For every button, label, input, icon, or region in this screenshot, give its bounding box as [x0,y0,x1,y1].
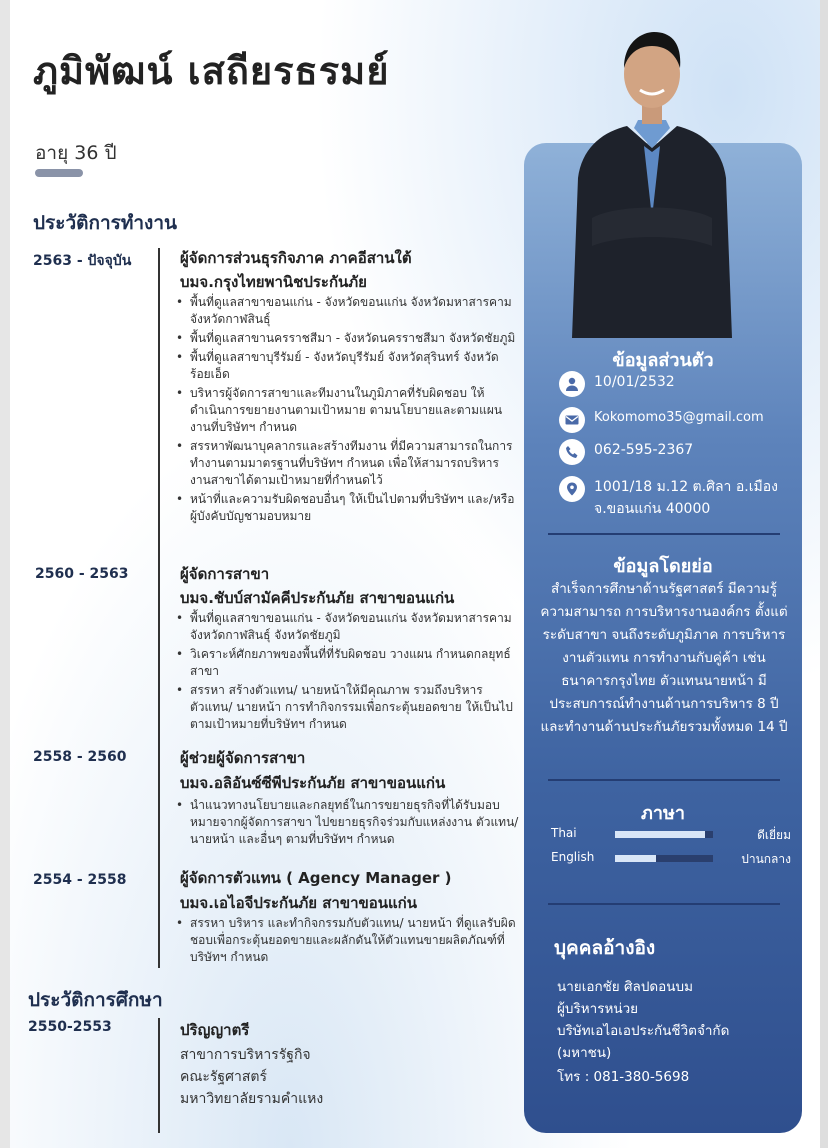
job-duties-list [174,610,519,735]
job-title: ผู้ช่วยผู้จัดการสาขา [180,749,306,767]
profile-photo [572,28,732,338]
address-row [559,476,778,520]
job-company: บมจ.ชับบ์สามัคคีประกันภัย สาขาขอนแก่น [180,589,455,607]
job-duty: • พื้นที่ดูแลสาขาขอนแก่น - จังหวัดขอนแก่น จังหวัดมหาสารคาม จังหวัดกาฬสินธุ์ จังหวัดชัยภูมิ [174,610,519,644]
language-name: Thai [551,826,577,840]
reference-position: ผู้บริหารหน่วย [557,1001,639,1017]
language-row [551,826,791,844]
job-company: บมจ.อลิอันซ์ซีพีประกันภัย สาขาขอนแก่น [180,774,446,792]
education-faculty: คณะรัฐศาสตร์ [180,1069,268,1085]
candidate-name: ภูมิพัฒน์ เสถียรธรมย์ [33,49,390,93]
reference-phone[interactable]: โทร : 081-380-5698 [557,1069,690,1085]
birthdate-row [559,371,675,397]
language-level: ดีเยี่ยม [757,828,791,842]
summary-text: สำเร็จการศึกษาด้านรัฐศาสตร์ มีความรู้ ความสามารถ การบริหารงานองค์กร ตั้งแต่ระดับสาขา จนถึงระดับภูมิภาค การบริหารงานตัวแทน การทำงานกับคู่ค้า เช่น ธนาคารกรุงไทย ตัวแทนนายหน้า มีประสบการณ์ทำงานด้านการบริหาร 8 ปี และทำงานด้านประกันภัยรวมทั้งหมด 14 ปี [540,581,788,735]
job-duty: • หน้าที่และความรับผิดชอบอื่นๆ ให้เป็นไปตามที่บริษัทฯ และ/หรือผู้บังคับบัญชามอบหมาย [174,491,519,525]
email-row [559,407,764,433]
section-divider [548,779,780,781]
education-degree: ปริญญาตรี [180,1021,250,1039]
section-divider [548,903,780,905]
work-history-heading: ประวัติการทำงาน [33,212,177,234]
job-duty: • นำแนวทางนโยบายและกลยุทธ์ในการขยายธุรกิจที่ได้รับมอบหมายจากผู้จัดการสาขา ไปขยายธุรกิจร่วมกับแหล่งงาน ตัวแทน/ นายหน้า และอื่นๆ ตามที่บริษัทฯ กำหนด [174,797,519,848]
job-duty: • วิเคราะห์ศักยภาพของพื้นที่ที่รับผิดชอบ วางแผน กำหนดกลยุทธ์สาขา [174,646,519,680]
job-duties-list [174,915,519,968]
reference-company: บริษัทเอไอเอประกันชีวิตจำกัด [557,1023,730,1039]
location-pin-icon [559,476,585,502]
reference-name: นายเอกชัย ศิลปดอนบม [557,979,693,995]
job-company: บมจ.เอไอจีประกันภัย สาขาขอนแก่น [180,894,418,912]
job-company: บมจ.กรุงไทยพานิชประกันภัย [180,273,367,291]
job-duty: • สรรหาพัฒนาบุคลากรและสร้างทีมงาน ที่มีความสามารถในการทำงานตามมาตรฐานที่บริษัทฯ กำหนด เพื่อให้สามารถบริหารงานสาขาได้ตามเป้าหมายที่กำหนดไว้ [174,438,519,489]
education-timeline-line [158,1018,160,1133]
reference-company-suffix: (มหาชน) [557,1045,612,1061]
education-major: สาขาการบริหารรัฐกิจ [180,1047,311,1063]
language-bar-fill [615,831,705,838]
education-period: 2550-2553 [28,1019,112,1035]
job-duty: • พื้นที่ดูแลสาขานครราชสีมา - จังหวัดนครราชสีมา จังหวัดชัยภูมิ [174,330,519,347]
job-duty: • บริหารผู้จัดการสาขาและทีมงานในภูมิภาคที่รับผิดชอบ ให้ดำเนินการขยายงานตามเป้าหมาย ตามนโยบายและตามแผนงานที่บริษัทฯ กำหนด [174,385,519,436]
phone-value[interactable]: 062-595-2367 [594,442,694,458]
phone-row [559,439,693,465]
address-line-1: 1001/18 ม.12 ต.ศิลา อ.เมือง [594,479,778,495]
job-title: ผู้จัดการสาขา [180,565,270,583]
education-university: มหาวิทยาลัยรามคำแหง [180,1091,324,1107]
personal-info-heading: ข้อมูลส่วนตัว [612,350,714,371]
job-duty: • พื้นที่ดูแลสาขาบุรีรัมย์ - จังหวัดบุรีรัมย์ จังหวัดสุรินทร์ จังหวัดร้อยเอ็ด [174,349,519,383]
language-bar-fill [615,855,656,862]
job-duty: • สรรหา สร้างตัวแทน/ นายหน้าให้มีคุณภาพ รวมถึงบริหารตัวแทน/ นายหน้า การทำกิจกรรมเพื่อกระตุ้นยอดขาย ให้เป็นไปตามเป้าหมายที่บริษัทฯ กำหนด [174,682,519,733]
reference-heading: บุคคลอ้างอิง [554,937,656,959]
job-period: 2560 - 2563 [35,566,129,582]
job-duty: • พื้นที่ดูแลสาขาขอนแก่น - จังหวัดขอนแก่น จังหวัดมหาสารคาม จังหวัดกาฬสินธุ์ [174,294,519,328]
candidate-age: อายุ 36 ปี [35,142,117,164]
job-period: 2558 - 2560 [33,749,127,765]
language-bar [615,831,713,838]
job-title: ผู้จัดการตัวแทน ( Agency Manager ) [180,869,452,887]
age-underline [35,169,83,177]
address-value [594,476,778,520]
section-divider [548,533,780,535]
email-value[interactable]: Kokomomo35@gmail.com [594,410,764,425]
job-duties-list [174,294,519,527]
mail-icon [559,407,585,433]
job-duties-list [174,797,519,850]
phone-icon [559,439,585,465]
address-line-2: จ.ขอนแก่น 40000 [594,501,711,517]
job-period: 2563 - ปัจจุบัน [33,253,132,269]
language-name: English [551,850,595,864]
language-row [551,850,791,868]
birthdate-value: 10/01/2532 [594,374,675,390]
job-title: ผู้จัดการส่วนธุรกิจภาค ภาคอีสานใต้ [180,249,412,267]
right-edge [820,0,828,1148]
job-duty: • สรรหา บริหาร และทำกิจกรรมกับตัวแทน/ นายหน้า ที่ดูแลรับผิดชอบเพื่อกระตุ้นยอดขายและผลักดันให้ตัวแทนขายผลิตภัณฑ์ที่บริษัทฯ กำหนด [174,915,519,966]
job-period: 2554 - 2558 [33,872,127,888]
summary-heading: ข้อมูลโดยย่อ [613,556,713,577]
work-timeline-line [158,248,160,968]
left-edge [0,0,10,1148]
language-level: ปานกลาง [741,852,791,866]
education-heading: ประวัติการศึกษา [28,989,163,1011]
language-bar [615,855,713,862]
languages-heading: ภาษา [641,803,685,824]
person-icon [559,371,585,397]
